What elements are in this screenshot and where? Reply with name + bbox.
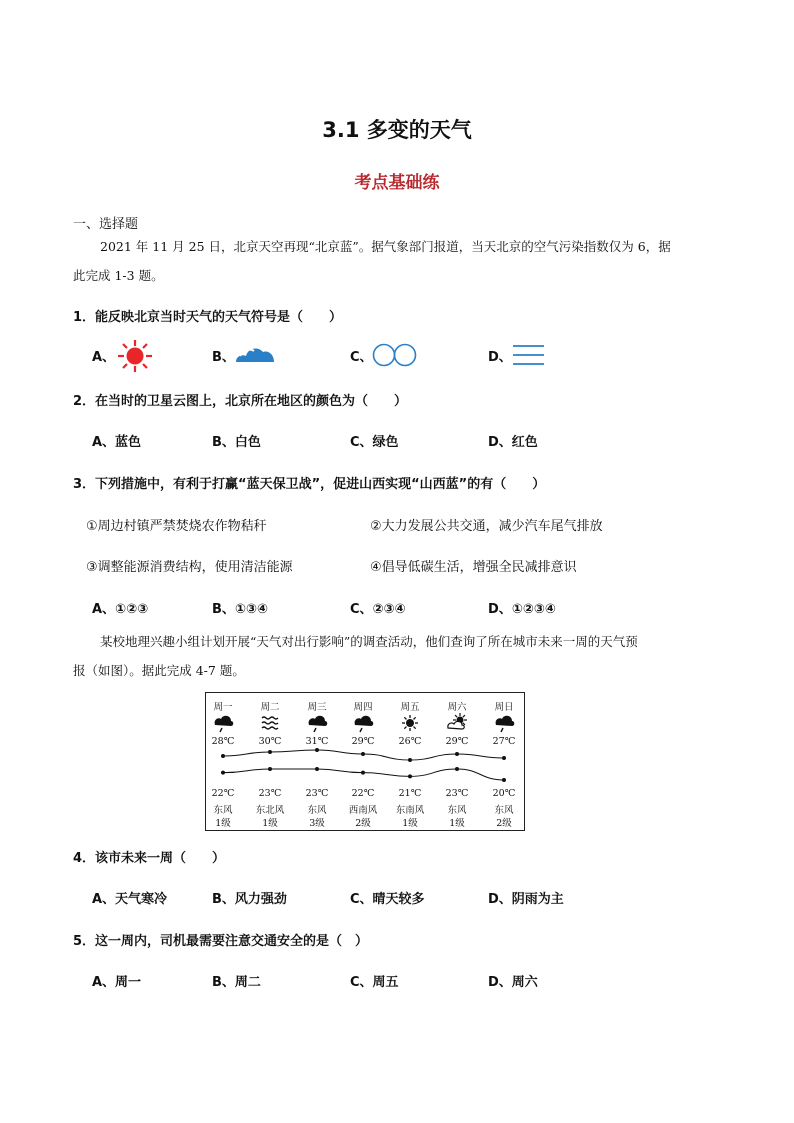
forecast-high: 26℃ [398,736,422,747]
option-a[interactable]: A、蓝色 [92,435,142,450]
forecast-high: 28℃ [211,736,235,747]
option-d[interactable]: D、阴雨为主 [488,892,564,907]
forecast-wind-level: 3级 [309,818,325,829]
low-temp-curve-point [221,771,225,775]
high-temp-curve-point [502,756,506,760]
forecast-low: 21℃ [398,788,422,799]
forecast-low: 23℃ [445,788,469,799]
low-temp-curve-point [315,767,319,771]
option-b[interactable]: B、风力强劲 [212,892,287,907]
fog-icon [372,343,418,371]
rain-icon [355,716,374,732]
low-temp-curve-point [455,767,459,771]
option-a[interactable]: A、天气寒冷 [92,892,168,907]
rain-icon [496,716,515,732]
statement-1: ①周边村镇严禁焚烧农作物秸秆 [86,519,267,534]
forecast-high: 31℃ [305,736,329,747]
intro-line: 2021 年 11 月 25 日，北京天空再现“北京蓝”。据气象部门报道，当天北京的空气污染指数仅为 6，据 [100,239,671,254]
forecast-day: 周一 [213,702,233,713]
forecast-day: 周六 [447,702,467,713]
option-a-label: A、 [92,350,116,365]
forecast-wind-direction: 西南风 [348,805,378,816]
forecast-high: 29℃ [445,736,469,747]
haze-icon [512,343,546,371]
statement-3: ③调整能源消费结构，使用清洁能源 [86,560,293,575]
question-2-stem: 2．在当时的卫星云图上，北京所在地区的颜色为（ ） [73,394,408,409]
option-b-label: B、 [212,350,235,365]
page-title: 3.1 多变的天气 [322,118,472,142]
option-b[interactable]: B、白色 [212,435,261,450]
low-temp-curve-point [268,767,272,771]
forecast-low: 23℃ [258,788,282,799]
option-c[interactable]: C、绿色 [350,435,399,450]
option-c[interactable]: C、晴天较多 [350,892,425,907]
forecast-day: 周五 [400,702,420,713]
high-temp-curve-point [455,752,459,756]
cloud-icon [234,342,278,368]
low-temp-curve-point [502,778,506,782]
page-subtitle: 考点基础练 [354,173,440,193]
high-temp-curve-point [221,754,225,758]
intro-line: 报（如图）。据此完成 4-7 题。 [73,663,245,678]
question-3-stem: 3．下列措施中，有利于打赢“蓝天保卫战”，促进山西实现“山西蓝”的有（ ） [73,477,546,492]
forecast-low: 20℃ [492,788,516,799]
forecast-wind-level: 1级 [215,818,231,829]
option-d-label: D、 [488,350,512,365]
option-c[interactable]: C、②③④ [350,602,406,617]
forecast-wind-level: 2级 [355,818,371,829]
forecast-high: 30℃ [258,736,282,747]
high-temp-curve-point [408,758,412,762]
question-4-stem: 4．该市未来一周（ ） [73,851,226,866]
intro-line: 某校地理兴趣小组计划开展“天气对出行影响”的调查活动，他们查询了所在城市未来一周的天气预 [100,634,638,649]
option-c-label: C、 [350,350,373,365]
forecast-high: 29℃ [351,736,375,747]
forecast-wind-level: 1级 [402,818,418,829]
option-b[interactable]: B、①③④ [212,602,268,617]
high-temp-curve-point [268,750,272,754]
forecast-day: 周二 [260,702,280,713]
low-temp-curve-point [408,774,412,778]
low-temp-curve-point [361,771,365,775]
forecast-wind-direction: 东南风 [395,805,425,816]
option-d[interactable]: D、①②③④ [488,602,556,617]
forecast-wind-direction: 东风 [494,805,514,816]
forecast-wind-level: 1级 [449,818,465,829]
intro-line: 此完成 1-3 题。 [73,268,164,283]
section-heading: 一、选择题 [73,217,139,232]
forecast-day: 周三 [307,702,327,713]
statement-4: ④倡导低碳生活，增强全民减排意识 [370,560,577,575]
forecast-high: 27℃ [492,736,516,747]
partly-cloudy-icon [448,713,467,729]
option-a[interactable]: A、周一 [92,975,142,990]
option-c[interactable]: C、周五 [350,975,399,990]
high-temp-curve-point [315,748,319,752]
option-a[interactable]: A、①②③ [92,602,149,617]
rain-icon [215,716,234,732]
forecast-low: 22℃ [211,788,235,799]
sun-icon [402,715,418,731]
option-d[interactable]: D、周六 [488,975,538,990]
forecast-low: 23℃ [305,788,329,799]
option-b[interactable]: B、周二 [212,975,261,990]
forecast-wind-direction: 东风 [447,805,467,816]
forecast-low: 22℃ [351,788,375,799]
sun-icon [116,339,154,377]
statement-2: ②大力发展公共交通，减少汽车尾气排放 [370,519,603,534]
forecast-wind-direction: 东北风 [255,805,285,816]
forecast-day: 周四 [353,702,373,713]
weather-forecast-figure [205,692,525,831]
forecast-wind-level: 2级 [496,818,512,829]
forecast-day: 周日 [494,702,514,713]
question-1-stem: 1．能反映北京当时天气的天气符号是（ ） [73,310,343,325]
forecast-wind-level: 1级 [262,818,278,829]
fog-icon [262,717,278,729]
question-5-stem: 5．这一周内，司机最需要注意交通安全的是（ ） [73,934,369,949]
forecast-wind-direction: 东风 [213,805,233,816]
forecast-wind-direction: 东风 [307,805,327,816]
question-1-options [92,341,552,371]
high-temp-curve-point [361,752,365,756]
option-d[interactable]: D、红色 [488,435,538,450]
rain-icon [309,716,328,732]
